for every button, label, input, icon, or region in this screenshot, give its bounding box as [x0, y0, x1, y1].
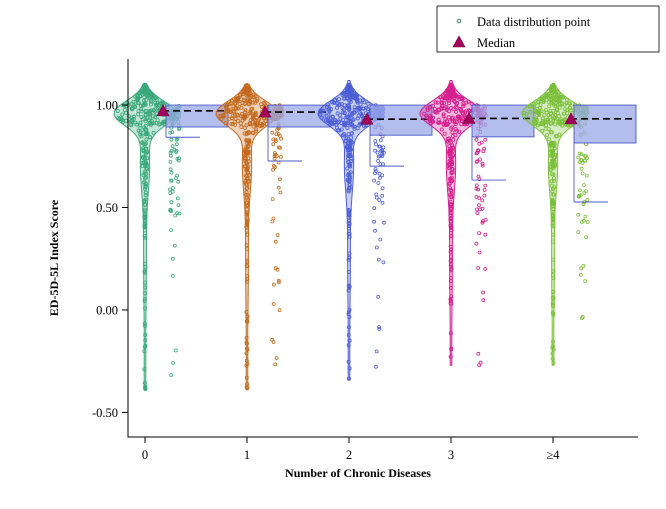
data-point [374, 140, 377, 143]
data-point [170, 138, 173, 141]
data-point [581, 172, 584, 175]
y-tick-label: 1.00 [96, 98, 118, 113]
data-point [476, 208, 479, 211]
x-tick-label: 2 [345, 448, 353, 462]
data-point [169, 188, 172, 191]
data-point [482, 299, 485, 302]
data-point [169, 168, 172, 171]
violin-group [216, 84, 330, 390]
data-point [172, 362, 175, 365]
data-point [176, 197, 179, 200]
data-point [484, 184, 487, 187]
data-point [585, 236, 588, 239]
data-point [375, 196, 378, 199]
data-point [475, 242, 478, 245]
data-point [381, 194, 384, 197]
data-point [378, 199, 381, 202]
data-point [577, 156, 580, 159]
y-tick-label: 0.00 [96, 303, 118, 318]
data-point [171, 145, 174, 148]
data-point [477, 267, 480, 270]
data-point [476, 212, 479, 215]
data-point [169, 154, 172, 157]
data-point [377, 295, 380, 298]
data-point [584, 280, 587, 283]
data-point [586, 198, 589, 201]
data-point [479, 158, 482, 161]
data-point [274, 240, 277, 243]
data-point [484, 268, 487, 271]
data-point [373, 207, 376, 210]
violin-group [114, 83, 228, 390]
data-point [478, 232, 481, 235]
data-point [280, 155, 283, 158]
data-point [383, 221, 386, 224]
legend-label: Data distribution point [477, 15, 591, 29]
data-point [478, 197, 481, 200]
data-point [580, 267, 583, 270]
data-point [378, 176, 381, 179]
data-point [374, 365, 377, 368]
data-point [477, 352, 480, 355]
data-point [375, 246, 378, 249]
data-point [170, 201, 173, 204]
data-point [174, 349, 177, 352]
data-point [170, 374, 173, 377]
data-point [483, 189, 486, 192]
data-point [175, 143, 178, 146]
legend-label: Median [477, 36, 516, 50]
data-point [171, 257, 174, 260]
data-point [379, 139, 382, 142]
data-point [585, 174, 588, 177]
data-point [171, 190, 174, 193]
data-point [577, 213, 580, 216]
data-point [278, 178, 281, 181]
data-point [484, 138, 487, 141]
data-point [274, 363, 277, 366]
data-point [277, 161, 280, 164]
data-point [481, 199, 484, 202]
data-point [377, 159, 380, 162]
data-point [271, 131, 274, 134]
data-point [484, 233, 487, 236]
box-plot-box [574, 105, 636, 143]
data-point [279, 191, 282, 194]
data-point [584, 215, 587, 218]
violin-group [522, 83, 636, 365]
data-point [577, 231, 580, 234]
data-point [381, 201, 384, 204]
data-point [170, 171, 173, 174]
chart-legend [437, 6, 659, 52]
data-point [276, 234, 279, 237]
data-point [579, 274, 582, 277]
data-point [586, 221, 589, 224]
data-point [177, 180, 180, 183]
data-point [375, 193, 378, 196]
data-point [177, 204, 180, 207]
data-point [277, 186, 280, 189]
y-axis-label: ED-5D-5L Index Score [47, 199, 61, 317]
data-point [475, 184, 478, 187]
data-point [478, 251, 481, 254]
data-point [171, 274, 174, 277]
x-tick-label: 1 [243, 448, 251, 462]
data-point [377, 182, 380, 185]
data-point [374, 229, 377, 232]
x-tick-label: 3 [447, 448, 455, 462]
y-tick-label: 0.50 [96, 201, 118, 216]
data-point [271, 198, 274, 201]
x-tick-label: ≥4 [546, 448, 560, 462]
data-point [173, 244, 176, 247]
data-point [375, 350, 378, 353]
data-point [483, 194, 486, 197]
data-point [275, 357, 278, 360]
data-point [373, 220, 376, 223]
data-point [381, 187, 384, 190]
data-point [477, 204, 480, 207]
legend-box [437, 6, 659, 52]
data-point [484, 218, 487, 221]
data-point [580, 167, 583, 170]
plot-area [114, 80, 636, 390]
data-point [271, 220, 274, 223]
x-tick-label: 0 [141, 448, 149, 462]
data-point [278, 309, 281, 312]
data-point [482, 291, 485, 294]
data-point [478, 364, 481, 367]
data-point [382, 261, 385, 264]
data-point [171, 187, 174, 190]
data-point [378, 172, 381, 175]
data-point [272, 303, 275, 306]
data-point [578, 189, 581, 192]
y-tick-label: -0.50 [91, 405, 118, 420]
violin-group [318, 80, 432, 380]
x-axis-label: Number of Chronic Diseases [285, 466, 431, 480]
data-point [583, 184, 586, 187]
data-point [272, 143, 275, 146]
data-point [273, 283, 276, 286]
data-point [375, 143, 378, 146]
data-point [376, 151, 379, 154]
data-point [475, 138, 478, 141]
violin-group [420, 80, 534, 366]
data-point [170, 229, 173, 232]
data-point [379, 238, 382, 241]
data-point [169, 160, 172, 163]
data-point [373, 179, 376, 182]
data-point [377, 258, 380, 261]
